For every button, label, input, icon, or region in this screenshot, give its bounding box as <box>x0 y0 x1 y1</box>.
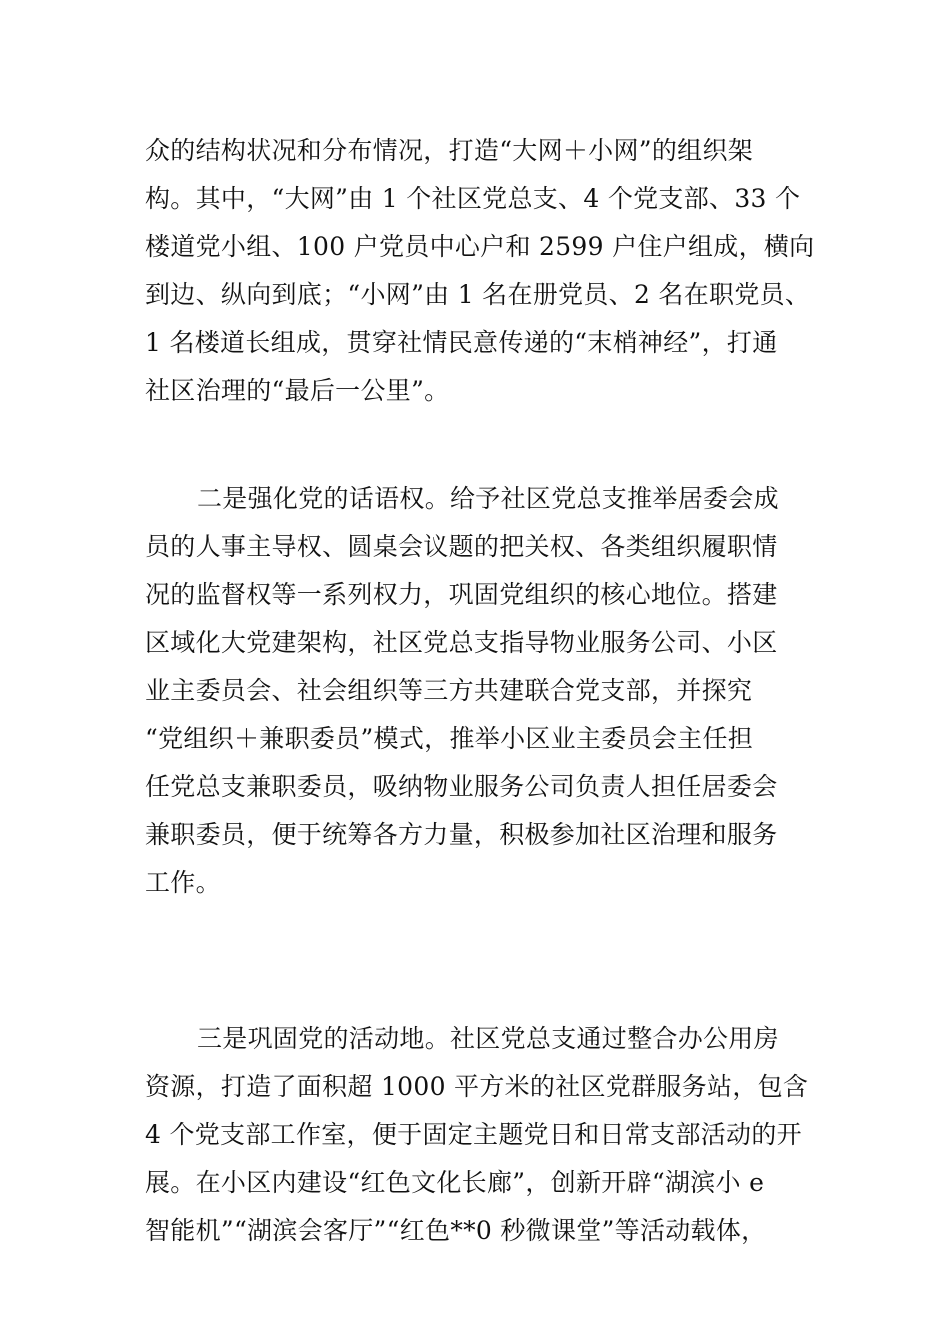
text-line: 三是巩固党的活动地。社区党总支通过整合办公用房 <box>197 1024 779 1053</box>
text-line: 业主委员会、社会组织等三方共建联合党支部，并探究 <box>145 676 753 705</box>
text-line: 4 个党支部工作室，便于固定主题党日和日常支部活动的开 <box>145 1120 802 1149</box>
text-line: 众的结构状况和分布情况，打造“大网＋小网”的组织架 <box>145 136 754 165</box>
text-line: 构。其中，“大网”由 1 个社区党总支、4 个党支部、33 个 <box>145 184 801 213</box>
paragraph-activity-venue <box>145 1015 825 1255</box>
text-line: 况的监督权等一系列权力，巩固党组织的核心地位。搭建 <box>145 580 778 609</box>
text-line: 任党总支兼职委员，吸纳物业服务公司负责人担任居委会 <box>145 772 778 801</box>
text-line: 楼道党小组、100 户党员中心户和 2599 户住户组成，横向 <box>145 232 815 261</box>
text-line: 1 名楼道长组成，贯穿社情民意传递的“末梢神经”，打通 <box>145 328 778 357</box>
paragraph-organization-structure <box>145 127 825 415</box>
text-line: 兼职委员，便于统筹各方力量，积极参加社区治理和服务 <box>145 820 778 849</box>
text-line: 二是强化党的话语权。给予社区党总支推举居委会成 <box>197 484 779 513</box>
text-line: 区域化大党建架构，社区党总支指导物业服务公司、小区 <box>145 628 778 657</box>
text-line: 智能机”“湖滨会客厅”“红色**0 秒微课堂”等活动载体， <box>145 1216 767 1245</box>
text-line: 到边、纵向到底；“小网”由 1 名在册党员、2 名在职党员、 <box>145 280 811 309</box>
text-line: 工作。 <box>145 868 221 897</box>
text-line: 资源，打造了面积超 1000 平方米的社区党群服务站，包含 <box>145 1072 809 1101</box>
text-line: 社区治理的“最后一公里”。 <box>145 376 450 405</box>
text-line: 展。在小区内建设“红色文化长廊”，创新开辟“湖滨小 e <box>145 1168 765 1197</box>
text-line: 员的人事主导权、圆桌会议题的把关权、各类组织履职情 <box>145 532 778 561</box>
paragraph-discourse-power <box>145 475 825 907</box>
text-line: “党组织＋兼职委员”模式，推举小区业主委员会主任担 <box>145 724 754 753</box>
